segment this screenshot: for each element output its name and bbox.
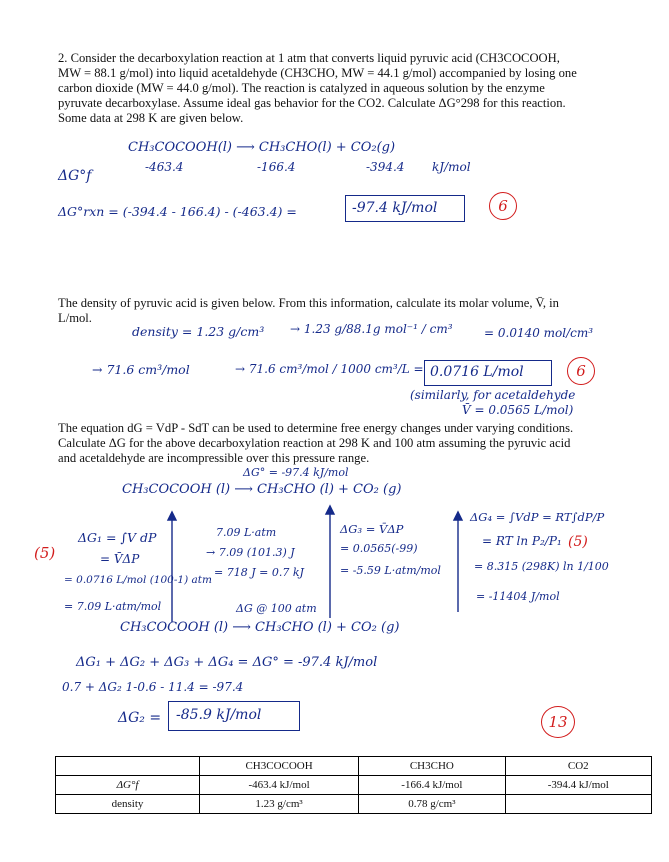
pressure-dg-standard: ΔG° = -97.4 kJ/mol bbox=[243, 466, 349, 479]
table-row bbox=[56, 776, 652, 795]
sum-substitution: 0.7 + ΔG₂ 1-0.6 - 11.4 = -97.4 bbox=[62, 680, 244, 694]
score-right-5: (5) bbox=[568, 534, 588, 550]
answer-3: -85.9 kJ/mol bbox=[176, 707, 262, 723]
table-cell: -394.4 kJ/mol bbox=[505, 776, 651, 795]
problem-para1: 2. Consider the decarboxylation reaction at 1 atm that converts liquid pyruvic acid (CH3COCOOH, MW = 88.1 g/mol) into liquid acetaldehyde (CH3CHO, MW = 44.1 g/mol) accompanied by losing one carbon dioxide (MW = 44.0 g/mol). The reaction is catalyzed in aqueous solution by the enzyme pyruvate decarboxylase. Assume ideal gas behavior for the CO2. Calculate ΔG°298 for this reaction. Some data at 298 K are given below. bbox=[58, 51, 577, 125]
table-header-cell: CH3COCOOH bbox=[200, 757, 359, 776]
density-division: → 1.23 g/88.1g mol⁻¹ / cm³ bbox=[290, 322, 453, 336]
acetaldehyde-note-2: V̄ = 0.0565 L/mol) bbox=[462, 403, 574, 417]
step1-result: = 7.09 L·atm/mol bbox=[64, 600, 162, 613]
step1-vdp: = V̄ΔP bbox=[100, 552, 140, 566]
step4-substitution: = 8.315 (298K) ln 1/100 bbox=[474, 560, 609, 573]
table-header-cell bbox=[56, 757, 200, 776]
density-molar: = 0.0140 mol/cm³ bbox=[484, 326, 594, 340]
step3-substitution: = 0.0565(-99) bbox=[340, 542, 418, 555]
table-header-cell: CO2 bbox=[505, 757, 651, 776]
dgf-acetaldehyde: -166.4 bbox=[257, 160, 296, 174]
score-2: 6 bbox=[576, 362, 586, 380]
pressure-bottom-equation: CH₃COCOOH (l) ⟶ CH₃CHO (l) + CO₂ (g) bbox=[120, 620, 400, 635]
answer-2: 0.0716 L/mol bbox=[430, 364, 524, 380]
score-circle-1 bbox=[489, 192, 517, 220]
dgf-label: ΔG°f bbox=[58, 168, 92, 184]
step1-kj: = 718 J = 0.7 kJ bbox=[214, 566, 304, 579]
score-3: 13 bbox=[548, 713, 568, 731]
step1-substitution: = 0.0716 L/mol (100-1) atm bbox=[64, 574, 212, 586]
dg-100atm-label: ΔG @ 100 atm bbox=[236, 602, 317, 615]
table-header-row bbox=[56, 757, 652, 776]
sum-equation: ΔG₁ + ΔG₂ + ΔG₃ + ΔG₄ = ΔG° = -97.4 kJ/mol bbox=[76, 655, 378, 670]
table-row bbox=[56, 795, 652, 814]
score-left-5: (5) bbox=[34, 544, 56, 562]
dgf-pyruvic: -463.4 bbox=[145, 160, 184, 174]
row-label: density bbox=[56, 795, 200, 814]
row-label: ΔG°f bbox=[56, 776, 200, 795]
reaction-equation-1: CH₃COCOOH(l) ⟶ CH₃CHO(l) + CO₂(g) bbox=[128, 140, 396, 155]
thermo-data-table bbox=[55, 756, 652, 814]
dgf-co2: -394.4 bbox=[366, 160, 405, 174]
density-line: density = 1.23 g/cm³ bbox=[132, 324, 265, 339]
step3-vdp: ΔG₃ = V̄ΔP bbox=[340, 522, 404, 536]
problem-para2: The density of pyruvic acid is given below. From this information, calculate its molar volume, V̄, in L/mol. bbox=[58, 296, 559, 325]
table-header-cell: CH3CHO bbox=[359, 757, 505, 776]
step1-latm: 7.09 L·atm bbox=[216, 526, 277, 539]
score-circle-2 bbox=[567, 357, 595, 385]
dgf-unit: kJ/mol bbox=[432, 160, 471, 174]
step1-joule-conversion: → 7.09 (101.3) J bbox=[206, 546, 295, 559]
score-1: 6 bbox=[498, 197, 508, 215]
table-cell: -463.4 kJ/mol bbox=[200, 776, 359, 795]
pressure-top-equation: CH₃COCOOH (l) ⟶ CH₃CHO (l) + CO₂ (g) bbox=[122, 482, 402, 497]
table-cell bbox=[505, 795, 651, 814]
acetaldehyde-note-1: (similarly, for acetaldehyde bbox=[410, 388, 576, 402]
score-circle-3 bbox=[541, 706, 575, 738]
molar-volume-cm3: → 71.6 cm³/mol bbox=[92, 362, 190, 377]
dg-rxn-calculation: ΔG°rxn = (-394.4 - 166.4) - (-463.4) = bbox=[58, 204, 297, 219]
step4-integral: ΔG₄ = ∫VdP = RT∫dP/P bbox=[470, 510, 605, 524]
step1-integral: ΔG₁ = ∫V dP bbox=[78, 530, 157, 545]
answer-1: -97.4 kJ/mol bbox=[352, 200, 438, 216]
step4-ln: = RT ln P₂/P₁ bbox=[482, 534, 562, 548]
table-cell: -166.4 kJ/mol bbox=[359, 776, 505, 795]
table-cell: 1.23 g/cm³ bbox=[200, 795, 359, 814]
step4-result: = -11404 J/mol bbox=[476, 590, 560, 603]
problem-para3: The equation dG = VdP - SdT can be used to determine free energy changes under varying conditions. Calculate ΔG for the above decarboxylation reaction at 298 K and 100 atm assuming the pyruvic acid and acetaldehyde are incompressible over this pressure range. bbox=[58, 421, 574, 465]
table-cell: 0.78 g/cm³ bbox=[359, 795, 505, 814]
dg2-label: ΔG₂ = bbox=[118, 710, 162, 726]
molar-volume-conversion: → 71.6 cm³/mol / 1000 cm³/L = bbox=[235, 362, 424, 376]
step3-result: = -5.59 L·atm/mol bbox=[340, 564, 441, 577]
